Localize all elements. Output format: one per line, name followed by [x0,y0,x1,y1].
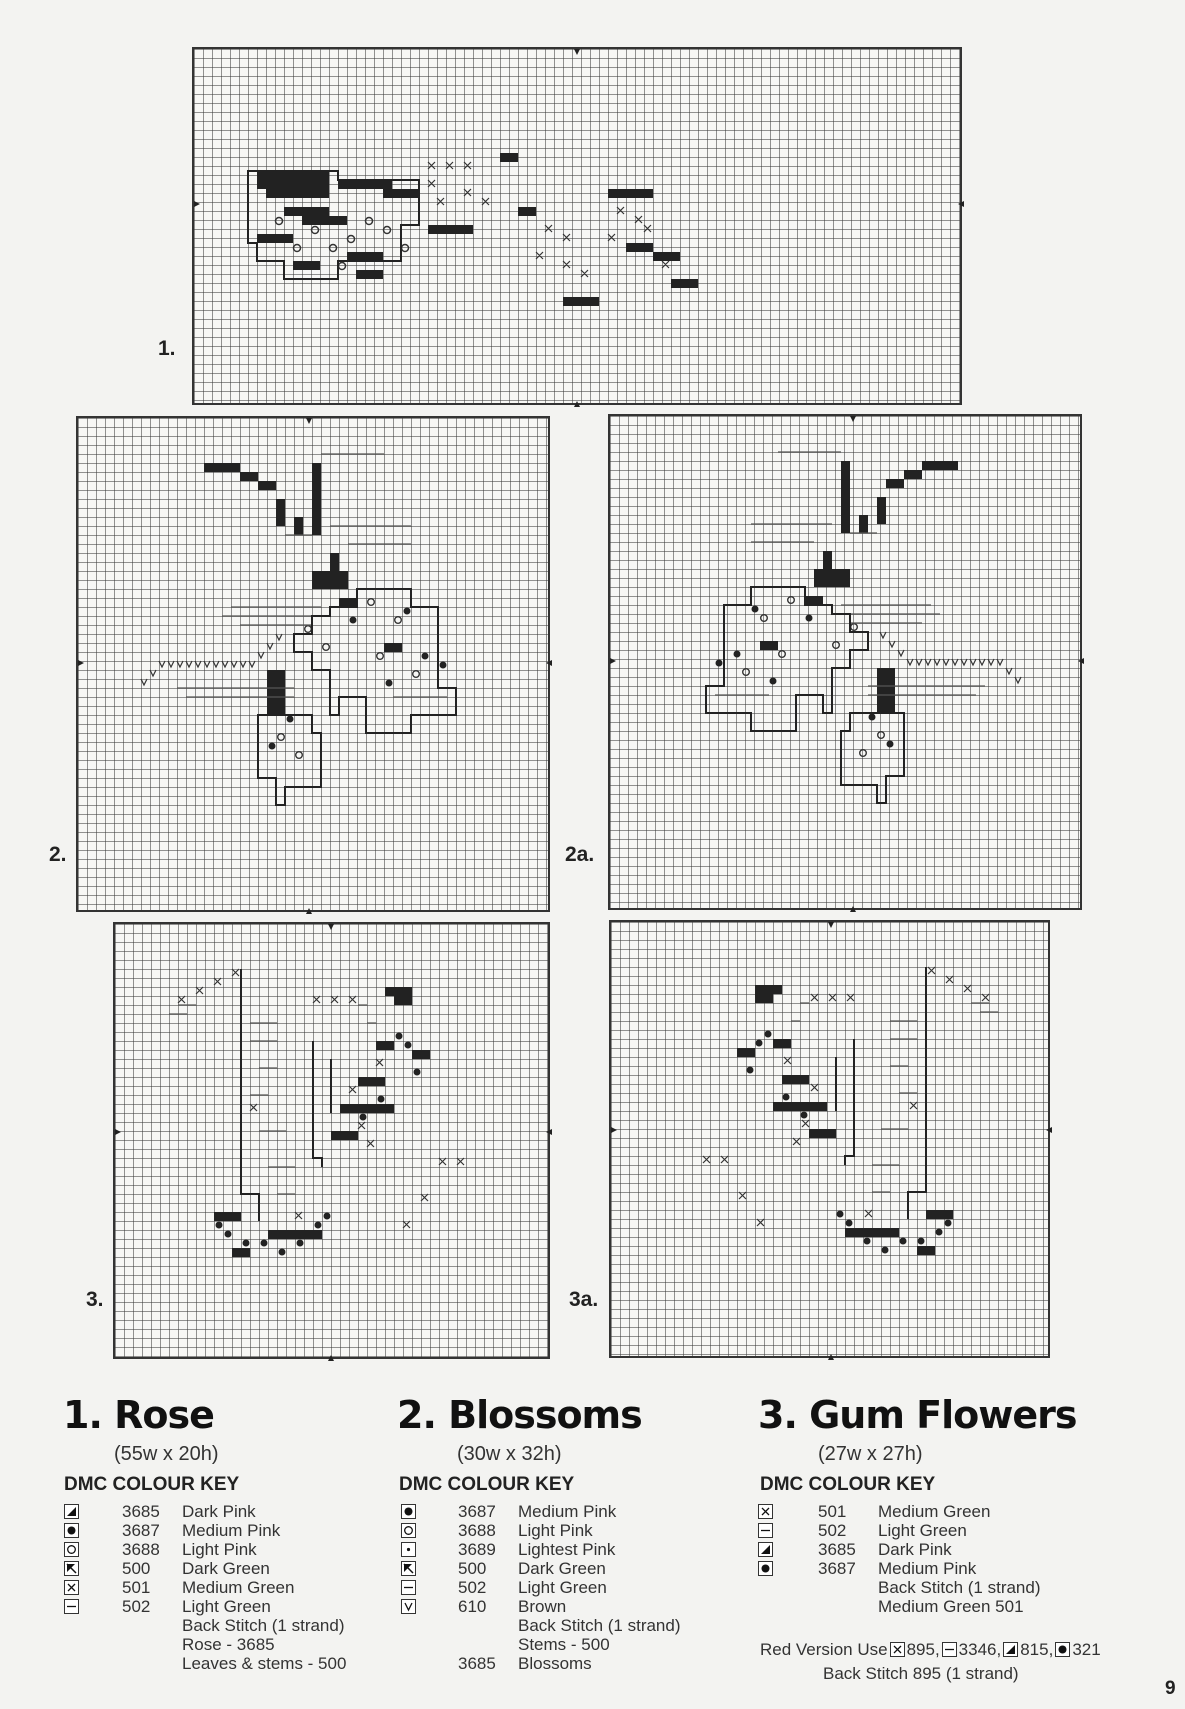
rose-key-row: 3687 Medium Pink [64,1521,364,1540]
v-icon [401,1599,416,1614]
blossoms-key-heading: DMC COLOUR KEY [399,1474,575,1495]
blossoms-pattern [78,418,548,910]
blossoms-note: Back Stitch (1 strand) [518,1616,681,1635]
cross-icon [890,1642,905,1657]
gum-title: 3. Gum Flowers [758,1393,1077,1437]
gum-key-row: 3685 Dark Pink [758,1540,1058,1559]
rose-note: Back Stitch (1 strand) [182,1616,345,1635]
rose-pattern [194,49,960,403]
cross-icon [64,1580,79,1595]
gum-key-heading: DMC COLOUR KEY [760,1474,936,1495]
gum-key-row: 502 Light Green [758,1521,1058,1540]
chart-label-1: 1. [158,337,176,360]
rose-note: Rose - 3685 [182,1635,275,1654]
red-version-line: Red Version Use 895, 3346, 815, 321 [760,1640,1101,1659]
circle-icon [401,1523,416,1538]
rose-size: (55w x 20h) [114,1443,219,1465]
rose-title: 1. Rose [63,1393,214,1437]
small-dot-icon [401,1542,416,1557]
gum-note: Medium Green 501 [878,1597,1024,1616]
dark-triangle-icon [64,1504,79,1519]
filled-dot-icon [758,1561,773,1576]
chart-label-2: 2. [49,843,67,866]
circle-icon [64,1542,79,1557]
chart-label-2a: 2a. [565,843,595,866]
rose-key-heading: DMC COLOUR KEY [64,1474,240,1495]
chart-rose [192,47,962,405]
dash-icon [942,1642,957,1657]
blossoms-key-row: 3688 Light Pink [401,1521,701,1540]
gum-flowers-mirror-pattern [611,922,1048,1356]
gum-note: Back Stitch (1 strand) [878,1578,1041,1597]
chart-blossoms [76,416,550,912]
corner-flag-icon [64,1561,79,1576]
blossoms-key-row: 3687 Medium Pink [401,1502,701,1521]
chart-label-3: 3. [86,1288,104,1311]
filled-dot-icon [64,1523,79,1538]
gum-key-row: 3687 Medium Pink [758,1559,1058,1578]
blossoms-mirror-pattern [610,416,1080,908]
blossoms-key-row: 610 Brown [401,1597,701,1616]
dark-triangle-icon [1003,1642,1018,1657]
blossoms-key-row: 3689 Lightest Pink [401,1540,701,1559]
dark-triangle-icon [758,1542,773,1557]
gum-flowers-pattern [115,924,548,1357]
chart-gum-flowers-mirror [609,920,1050,1358]
rose-key-row: 501 Medium Green [64,1578,364,1597]
red-version-back-stitch: Back Stitch 895 (1 strand) [823,1664,1019,1683]
rose-key-row: 502 Light Green [64,1597,364,1616]
dash-icon [64,1599,79,1614]
blossoms-size: (30w x 32h) [457,1443,562,1465]
blossoms-key-row: 500 Dark Green [401,1559,701,1578]
chart-label-3a: 3a. [569,1288,599,1311]
rose-key-row: 500 Dark Green [64,1559,364,1578]
dash-icon [401,1580,416,1595]
filled-dot-icon [401,1504,416,1519]
blossoms-note: Stems - 500 [518,1635,610,1654]
blossoms-key-row: 3685 Blossoms [458,1654,592,1673]
gum-size: (27w x 27h) [818,1443,923,1465]
rose-key-row: 3688 Light Pink [64,1540,364,1559]
filled-dot-icon [1055,1642,1070,1657]
corner-flag-icon [401,1561,416,1576]
dash-icon [758,1523,773,1538]
rose-key-row: 3685 Dark Pink [64,1502,364,1521]
gum-key-row: 501 Medium Green [758,1502,1058,1521]
chart-gum-flowers [113,922,550,1359]
cross-icon [758,1504,773,1519]
blossoms-key-row: 502 Light Green [401,1578,701,1597]
page-number: 9 [1165,1678,1176,1699]
blossoms-title: 2. Blossoms [397,1393,642,1437]
rose-note: Leaves & stems - 500 [182,1654,347,1673]
chart-blossoms-mirror [608,414,1082,910]
